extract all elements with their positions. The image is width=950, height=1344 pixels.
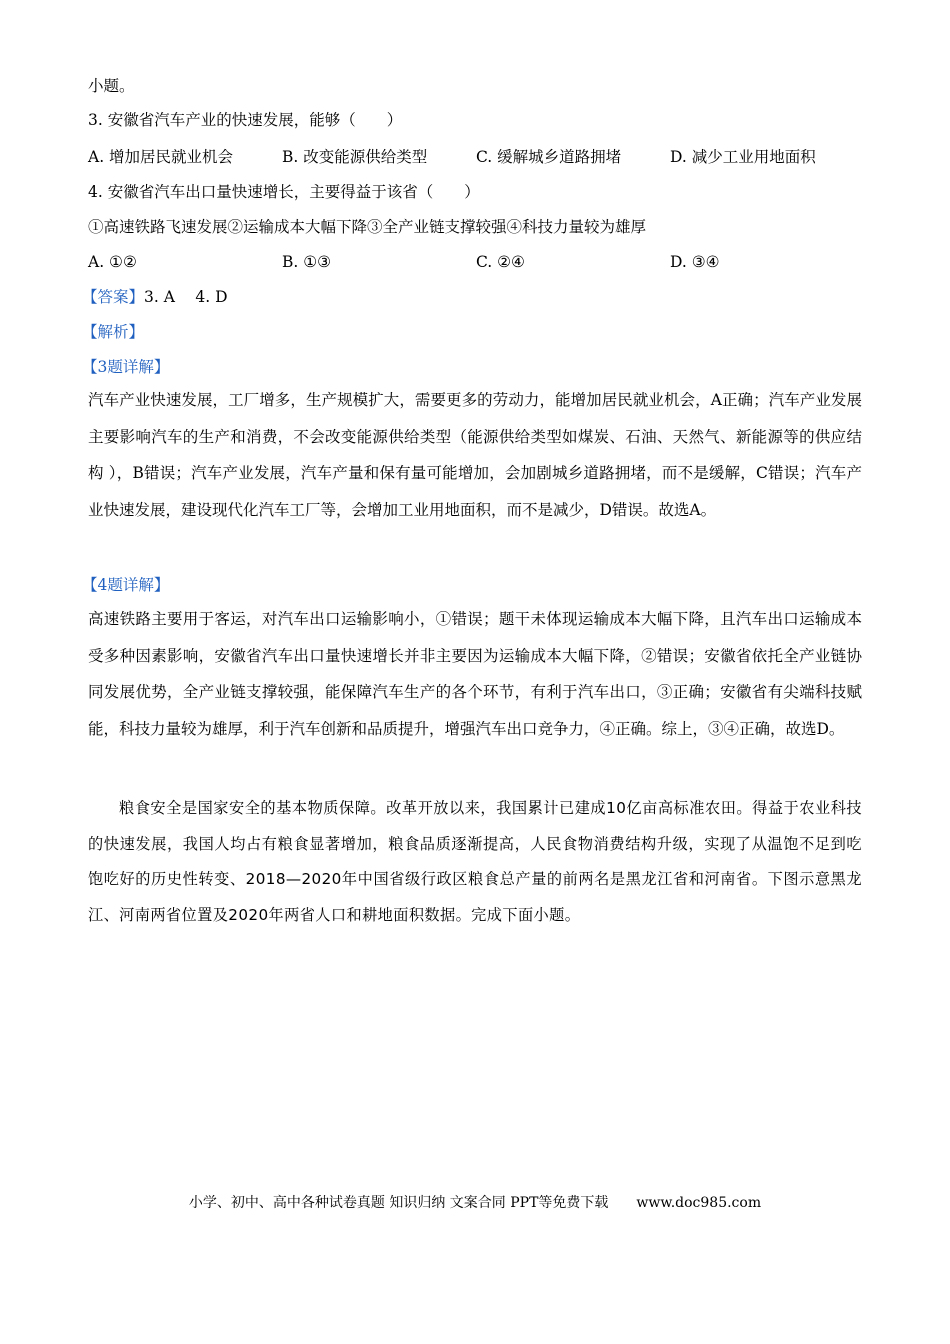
footer-text: 小学、初中、高中各种试卷真题 知识归纳 文案合同 PPT等免费下载 www.doc985.com [188, 1195, 762, 1211]
question-4-items: ①高速铁路飞速发展②运输成本大幅下降③全产业链支撑较强④科技力量较为雄厚 [88, 218, 647, 236]
answer-tag: 【答案】 [82, 288, 145, 306]
q3-option-a: A. 增加居民就业机会 [88, 148, 234, 166]
analysis-tag: 【解析】 [82, 323, 145, 341]
answer-text: 3. A 4. D [144, 288, 228, 306]
q3-option-c: C. 缓解城乡道路拥堵 [476, 148, 622, 166]
q3-option-b: B. 改变能源供给类型 [282, 148, 428, 166]
lead-line: 小题。 [88, 77, 135, 95]
detail-4-text: 高速铁路主要用于客运，对汽车出口运输影响小，①错误；题干未体现运输成本大幅下降，且汽车出口运输成本受多种因素影响，安徽省汽车出口量快速增长并非主要因为运输成本大幅下降，②错误；安徽省依托全产业链协同发展优势，全产业链支撑较强，能保障汽车生产的各个环节，有利于汽车出口，③正确；安徽省有尖端科技赋能，科技力量较为雄厚，利于汽车创新和品质提升，增强汽车出口竞争力，④正确。综上，③④正确，故选D。 [88, 610, 862, 738]
q4-option-d: D. ③④ [670, 253, 720, 271]
question-4-stem: 4. 安徽省汽车出口量快速增长，主要得益于该省（ ） [88, 183, 480, 201]
q3-option-d: D. 减少工业用地面积 [670, 148, 816, 166]
answer-line [82, 287, 228, 307]
detail-4-tag: 【4题详解】 [82, 576, 170, 594]
question-4-options [88, 252, 868, 272]
detail-3-text: 汽车产业快速发展，工厂增多，生产规模扩大，需要更多的劳动力，能增加居民就业机会，A正确；汽车产业发展主要影响汽车的生产和消费，不会改变能源供给类型（能源供给类型如煤炭、石油、天然气、新能源等的供应结构 ），B错误；汽车产业发展，汽车产量和保有量可能增加，会加剧城乡道路拥堵，而不是缓解，C错误；汽车产业快速发展，建设现代化汽车工厂等，会增加工业用地面积，而不是减少，D错误。故选A。 [88, 391, 862, 519]
detail-3-tag: 【3题详解】 [82, 358, 170, 376]
question-3-options [88, 147, 868, 167]
q4-option-c: C. ②④ [476, 253, 525, 271]
question-3-stem: 3. 安徽省汽车产业的快速发展，能够（ ） [88, 111, 403, 129]
q4-option-b: B. ①③ [282, 253, 332, 271]
q4-option-a: A. ①② [88, 253, 137, 271]
passage-text: 粮食安全是国家安全的基本物质保障。改革开放以来，我国累计已建成10亿亩高标准农田。得益于农业科技的快速发展，我国人均占有粮食显著增加，粮食品质逐渐提高，人民食物消费结构升级，实现了从温饱不足到吃饱吃好的历史性转变、2018—2020年中国省级行政区粮食总产量的前两名是黑龙江省和河南省。下图示意黑龙江、河南两省位置及2020年两省人口和耕地面积数据。完成下面小题。 [88, 799, 862, 924]
